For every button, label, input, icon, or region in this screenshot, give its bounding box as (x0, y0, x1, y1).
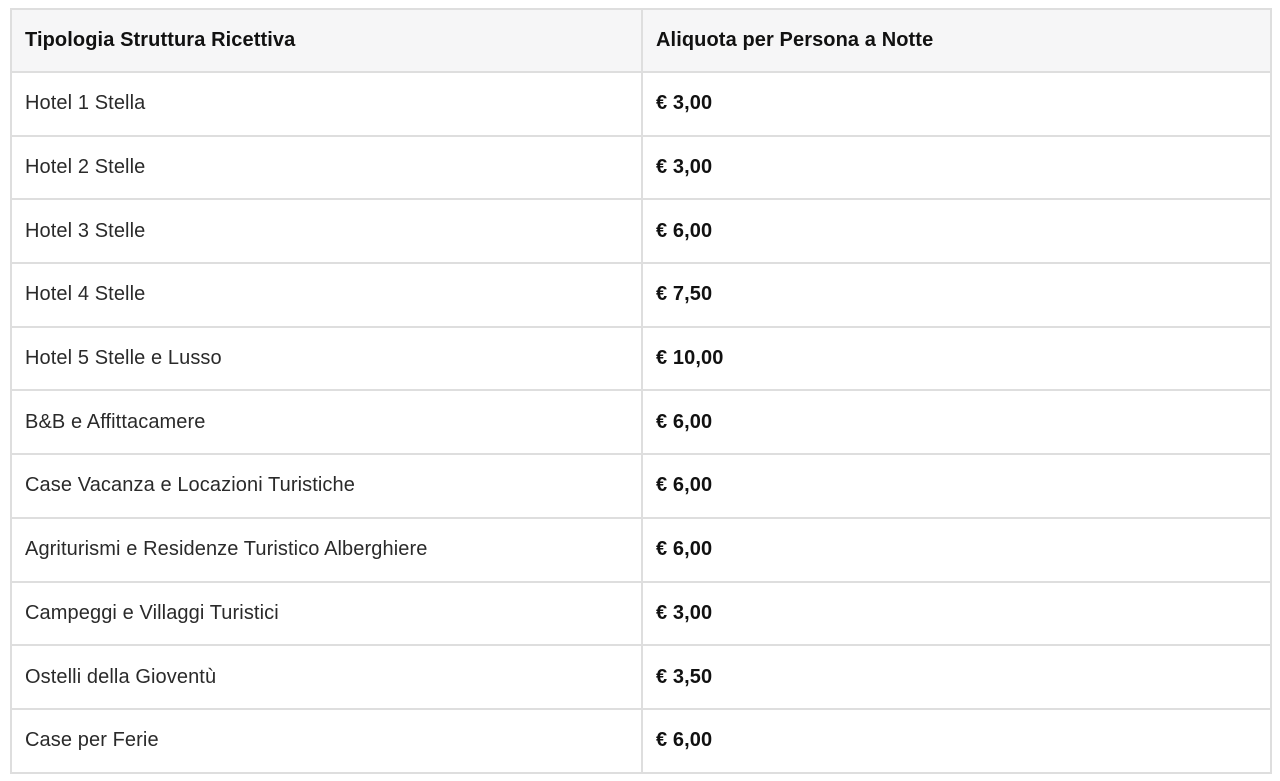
rate-cell: € 6,00 (642, 518, 1271, 582)
header-rate-per-person-night: Aliquota per Persona a Notte (642, 9, 1271, 72)
table-row (11, 645, 1271, 709)
accommodation-type-cell: Hotel 4 Stelle (11, 263, 642, 327)
table-row (11, 454, 1271, 518)
tax-rate-table-container (10, 8, 1270, 774)
rate-cell: € 10,00 (642, 327, 1271, 391)
rate-cell: € 6,00 (642, 454, 1271, 518)
rate-cell: € 6,00 (642, 709, 1271, 773)
accommodation-type-cell: Case Vacanza e Locazioni Turistiche (11, 454, 642, 518)
table-row (11, 136, 1271, 200)
table-row (11, 518, 1271, 582)
rate-cell: € 3,50 (642, 645, 1271, 709)
rate-cell: € 6,00 (642, 199, 1271, 263)
table-row (11, 390, 1271, 454)
table-row (11, 199, 1271, 263)
accommodation-type-cell: Hotel 2 Stelle (11, 136, 642, 200)
table-row (11, 263, 1271, 327)
table-header-row (11, 9, 1271, 72)
rate-cell: € 6,00 (642, 390, 1271, 454)
rate-cell: € 3,00 (642, 136, 1271, 200)
accommodation-type-cell: B&B e Affittacamere (11, 390, 642, 454)
accommodation-type-cell: Ostelli della Gioventù (11, 645, 642, 709)
header-accommodation-type: Tipologia Struttura Ricettiva (11, 9, 642, 72)
table-row (11, 72, 1271, 136)
accommodation-type-cell: Campeggi e Villaggi Turistici (11, 582, 642, 646)
tax-rate-table (10, 8, 1272, 774)
accommodation-type-cell: Hotel 1 Stella (11, 72, 642, 136)
accommodation-type-cell: Hotel 3 Stelle (11, 199, 642, 263)
accommodation-type-cell: Hotel 5 Stelle e Lusso (11, 327, 642, 391)
table-row (11, 709, 1271, 773)
accommodation-type-cell: Case per Ferie (11, 709, 642, 773)
table-row (11, 327, 1271, 391)
accommodation-type-cell: Agriturismi e Residenze Turistico Alberghiere (11, 518, 642, 582)
table-row (11, 582, 1271, 646)
rate-cell: € 7,50 (642, 263, 1271, 327)
rate-cell: € 3,00 (642, 582, 1271, 646)
rate-cell: € 3,00 (642, 72, 1271, 136)
